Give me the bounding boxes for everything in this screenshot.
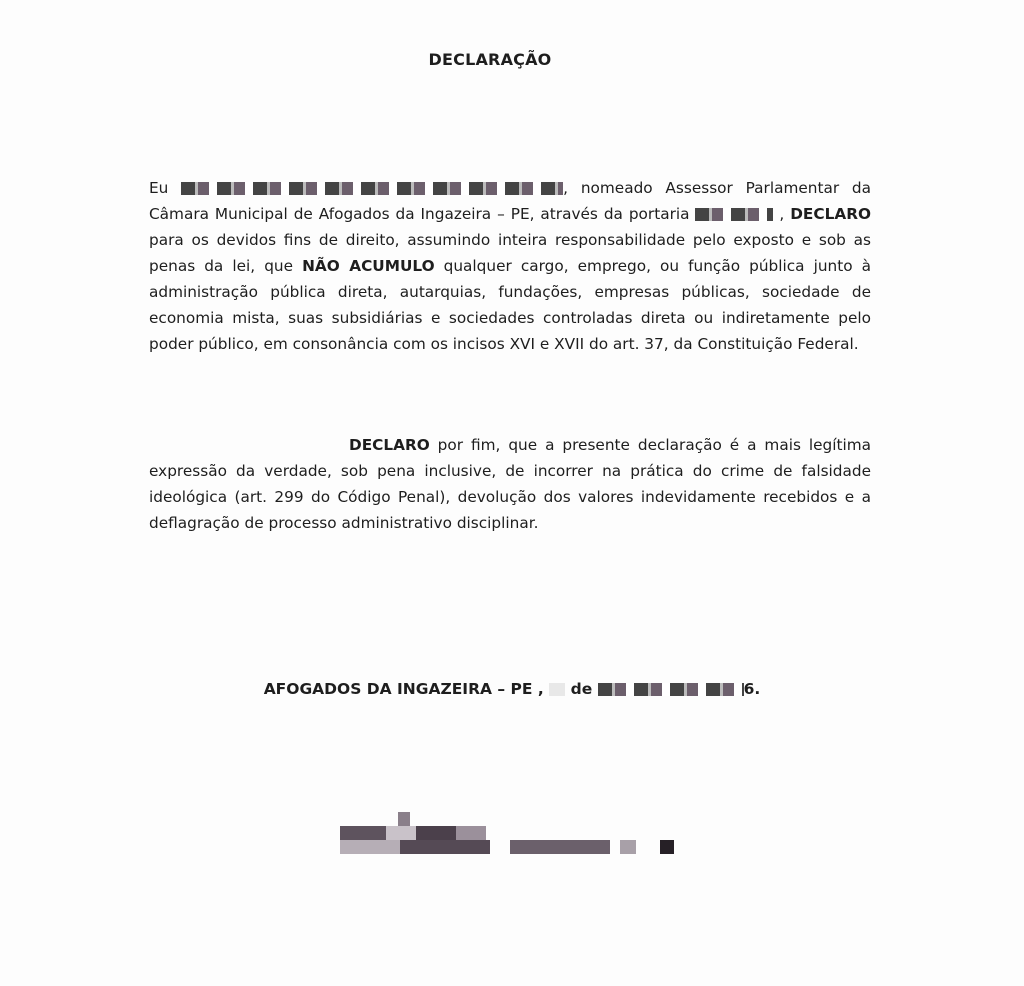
date-end-text: 6.	[743, 680, 761, 698]
redacted-name	[181, 182, 563, 195]
redacted-portaria-number	[695, 208, 773, 221]
text-qualquer-cargo: qualquer cargo, emprego, ou função pública junto à administração pública direta, autarquias, fundações, empresas públicas, sociedade de economia mista, suas subsidiárias e sociedades controladas direta ou indiretamente pelo poder público, em consonância com os incisos XVI e XVII do art. 37, da Constituição Federal.	[149, 257, 871, 353]
document-title: DECLARAÇÃO	[428, 50, 552, 69]
paragraph-declaration	[149, 175, 871, 357]
text-comma: ,	[779, 205, 785, 223]
place-and-date	[0, 680, 1024, 698]
declaro-bold-2: DECLARO	[349, 436, 430, 454]
paragraph-final-declaration	[149, 432, 871, 536]
place-text: AFOGADOS DA INGAZEIRA – PE ,	[263, 680, 544, 698]
redacted-month-year	[598, 683, 744, 696]
redacted-day	[549, 683, 565, 696]
text-nomeado: , nomeado Assessor Parlamentar da Câmara Municipal de Afogados da Ingazeira – PE, através da portaria	[149, 179, 871, 223]
text-por-fim: por fim, que a presente declaração é a mais legítima expressão da verdade, sob pena inclusive, de incorrer na prática do crime de falsidade ideológica (art. 299 do Código Penal), devolução dos valores indevidamente recebidos e a deflagração de processo administrativo disciplinar.	[149, 436, 871, 532]
declaro-bold-1: DECLARO	[790, 205, 871, 223]
redacted-signature	[340, 812, 680, 858]
text-eu: Eu	[149, 179, 169, 197]
text-para-os-fins: para os devidos fins de direito, assumindo inteira responsabilidade pelo exposto e sob as penas da lei, que	[149, 231, 871, 275]
nao-acumulo-bold: NÃO ACUMULO	[302, 257, 435, 275]
de-text: de	[570, 680, 593, 698]
